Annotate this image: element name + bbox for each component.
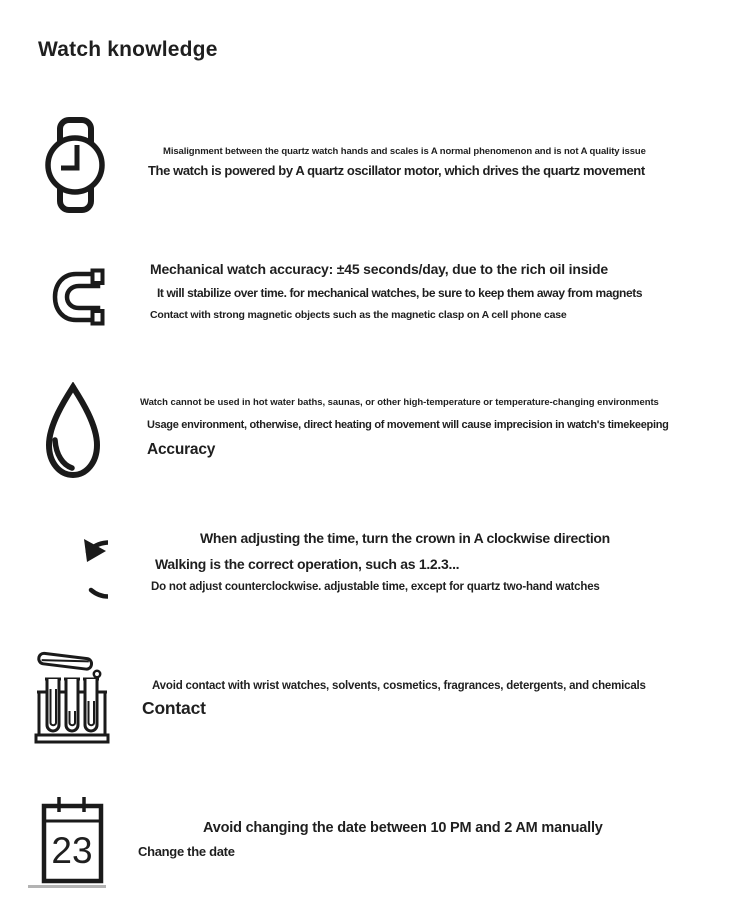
calendar-day-number: 23 [51,830,93,871]
usage-environment-text: Usage environment, otherwise, direct heating of movement will cause imprecision in watch's timekeeping [147,419,669,431]
wristwatch-icon [44,117,106,213]
page-title: Watch knowledge [38,38,218,61]
chemicals-warning-text: Avoid contact with wrist watches, solvents, cosmetics, fragrances, detergents, and chemicals [152,680,646,692]
test-tubes-icon [33,645,111,745]
crown-clockwise-headline: When adjusting the time, turn the crown in A clockwise direction [200,530,610,546]
quartz-misalignment-note: Misalignment between the quartz watch hands and scales is A normal phenomenon and is not A quality issue [163,146,646,157]
quartz-movement-text: The watch is powered by A quartz oscillator motor, which drives the quartz movement [148,163,645,178]
contact-heading: Contact [142,698,206,718]
accuracy-heading: Accuracy [147,441,216,458]
magnet-contact-note: Contact with strong magnetic objects such as the magnetic clasp on A cell phone case [150,309,567,321]
hot-water-warning-note: Watch cannot be used in hot water baths, saunas, or other high-temperature or temperature-changing environments [140,397,659,408]
counterclockwise-note: Do not adjust counterclockwise. adjustable time, except for quartz two-hand watches [151,581,600,593]
date-change-warning-headline: Avoid changing the date between 10 PM and 2 AM manually [203,820,603,836]
water-drop-icon [40,382,106,480]
change-date-heading: Change the date [138,844,235,859]
magnet-icon [50,266,106,328]
mechanical-accuracy-headline: Mechanical watch accuracy: ±45 seconds/day, due to the rich oil inside [150,261,608,277]
magnet-warning-text: It will stabilize over time. for mechanical watches, be sure to keep them away from magnets [157,286,643,300]
walking-operation-text: Walking is the correct operation, such as 1.2.3... [155,556,460,572]
calendar-icon [40,795,105,885]
clockwise-arrow-icon [40,525,108,610]
calendar-shadow-bar [28,885,106,888]
